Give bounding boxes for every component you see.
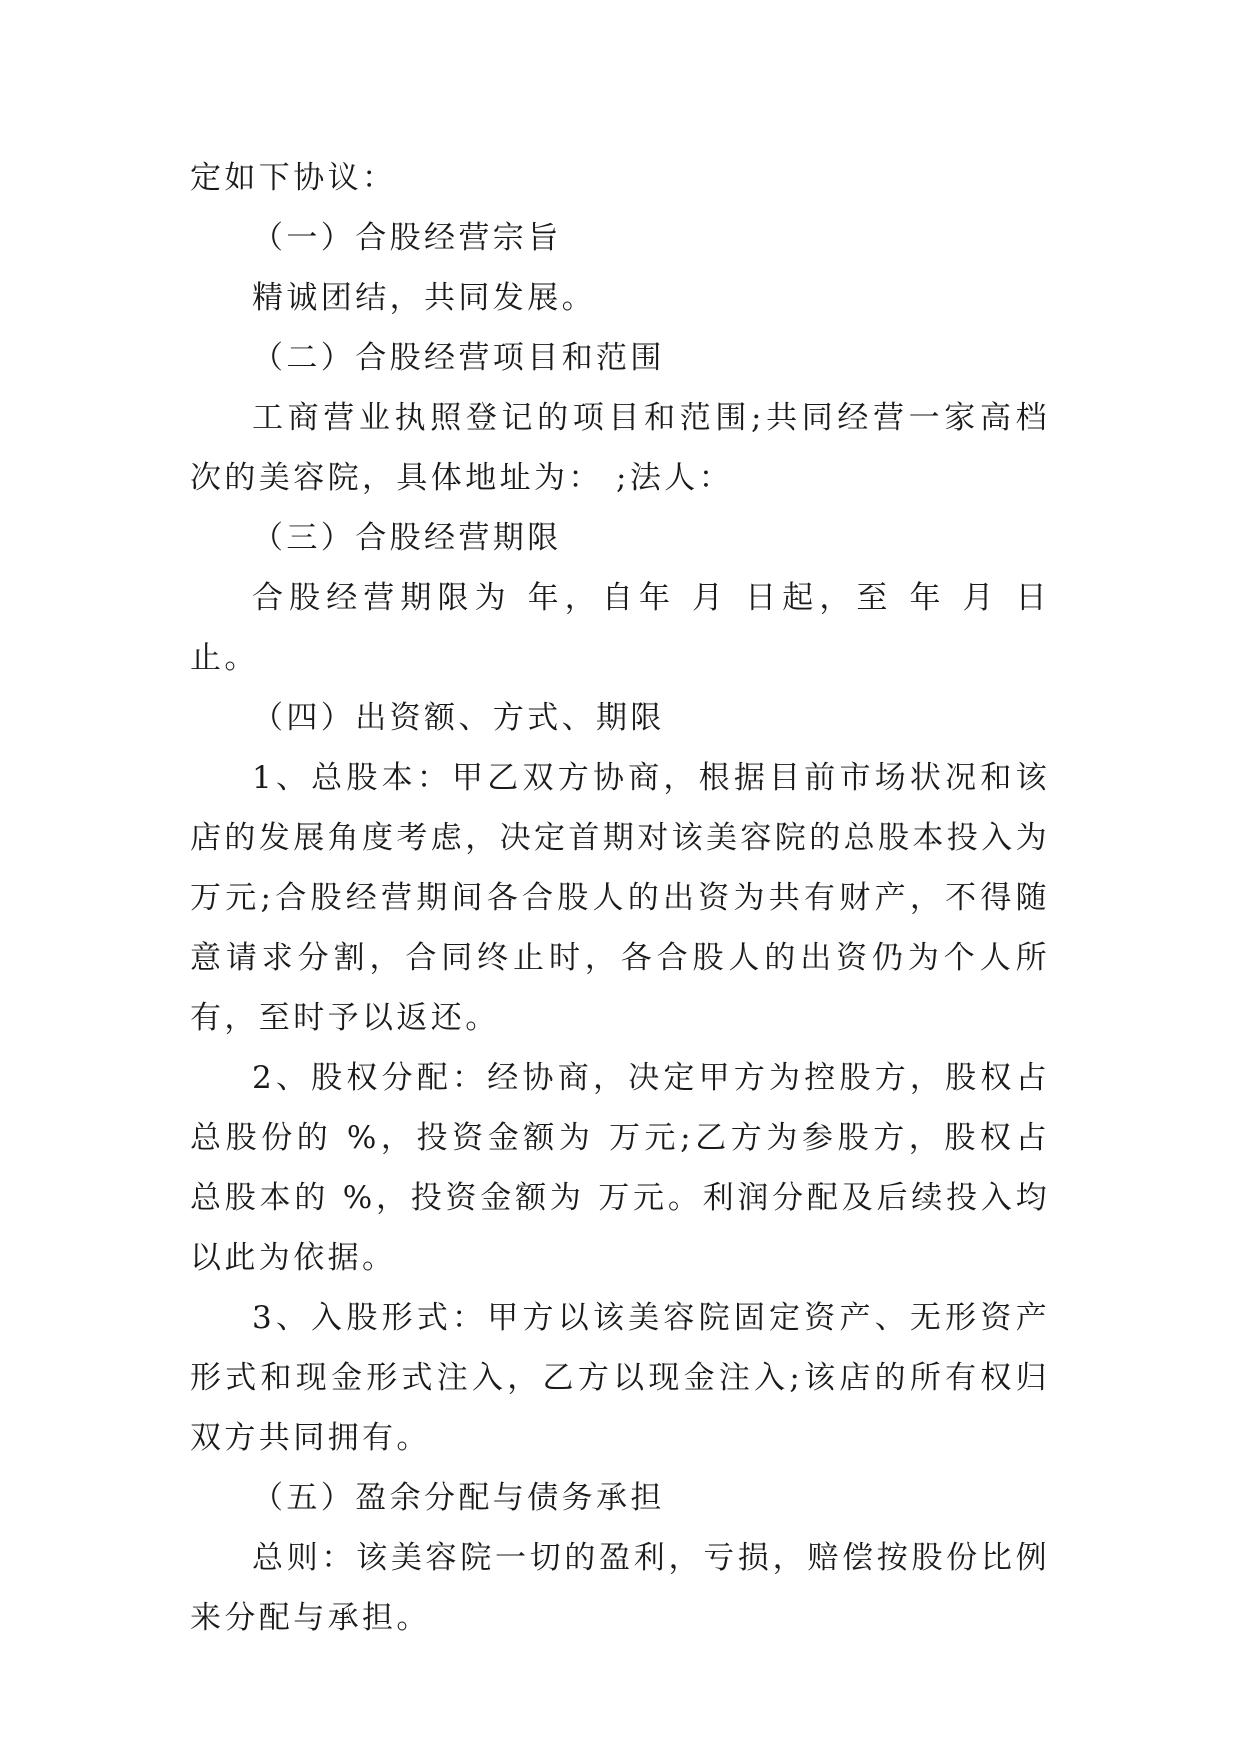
section-heading-3: （三）合股经营期限 [252, 520, 562, 556]
section-heading-5: （五）盈余分配与债务承担 [252, 1480, 665, 1516]
document-body [190, 148, 1050, 1648]
section-heading-2: （二）合股经营项目和范围 [252, 340, 665, 376]
paragraph-equity-allocation: 2、股权分配：经协商，决定甲方为控股方，股权占总股份的 %，投资金额为 万元;乙方为参股方，股权占总股本的 %，投资金额为 万元。利润分配及后续投入均以此为依据。 [190, 1060, 1050, 1276]
paragraph-general-rule: 总则：该美容院一切的盈利，亏损，赔偿按股份比例来分配与承担。 [190, 1540, 1050, 1636]
section-heading-4: （四）出资额、方式、期限 [252, 700, 665, 736]
paragraph-term: 合股经营期限为 年，自年 月 日起，至 年 月 日止。 [190, 580, 1050, 676]
paragraph-purpose: 精诚团结，共同发展。 [252, 280, 596, 316]
paragraph-investment-form: 3、入股形式：甲方以该美容院固定资产、无形资产形式和现金形式注入，乙方以现金注入;该店的所有权归双方共同拥有。 [190, 1300, 1050, 1456]
paragraph-total-capital: 1、总股本：甲乙双方协商，根据目前市场状况和该店的发展角度考虑，决定首期对该美容院的总股本投入为 万元;合股经营期间各合股人的出资为共有财产，不得随意请求分割，合同终止时，各合股人的出资仍为个人所有，至时予以返还。 [190, 760, 1050, 1036]
paragraph-scope: 工商营业执照登记的项目和范围;共同经营一家高档次的美容院，具体地址为： ;法人： [190, 400, 1050, 496]
paragraph-intro: 定如下协议： [190, 160, 397, 196]
section-heading-1: （一）合股经营宗旨 [252, 220, 562, 256]
